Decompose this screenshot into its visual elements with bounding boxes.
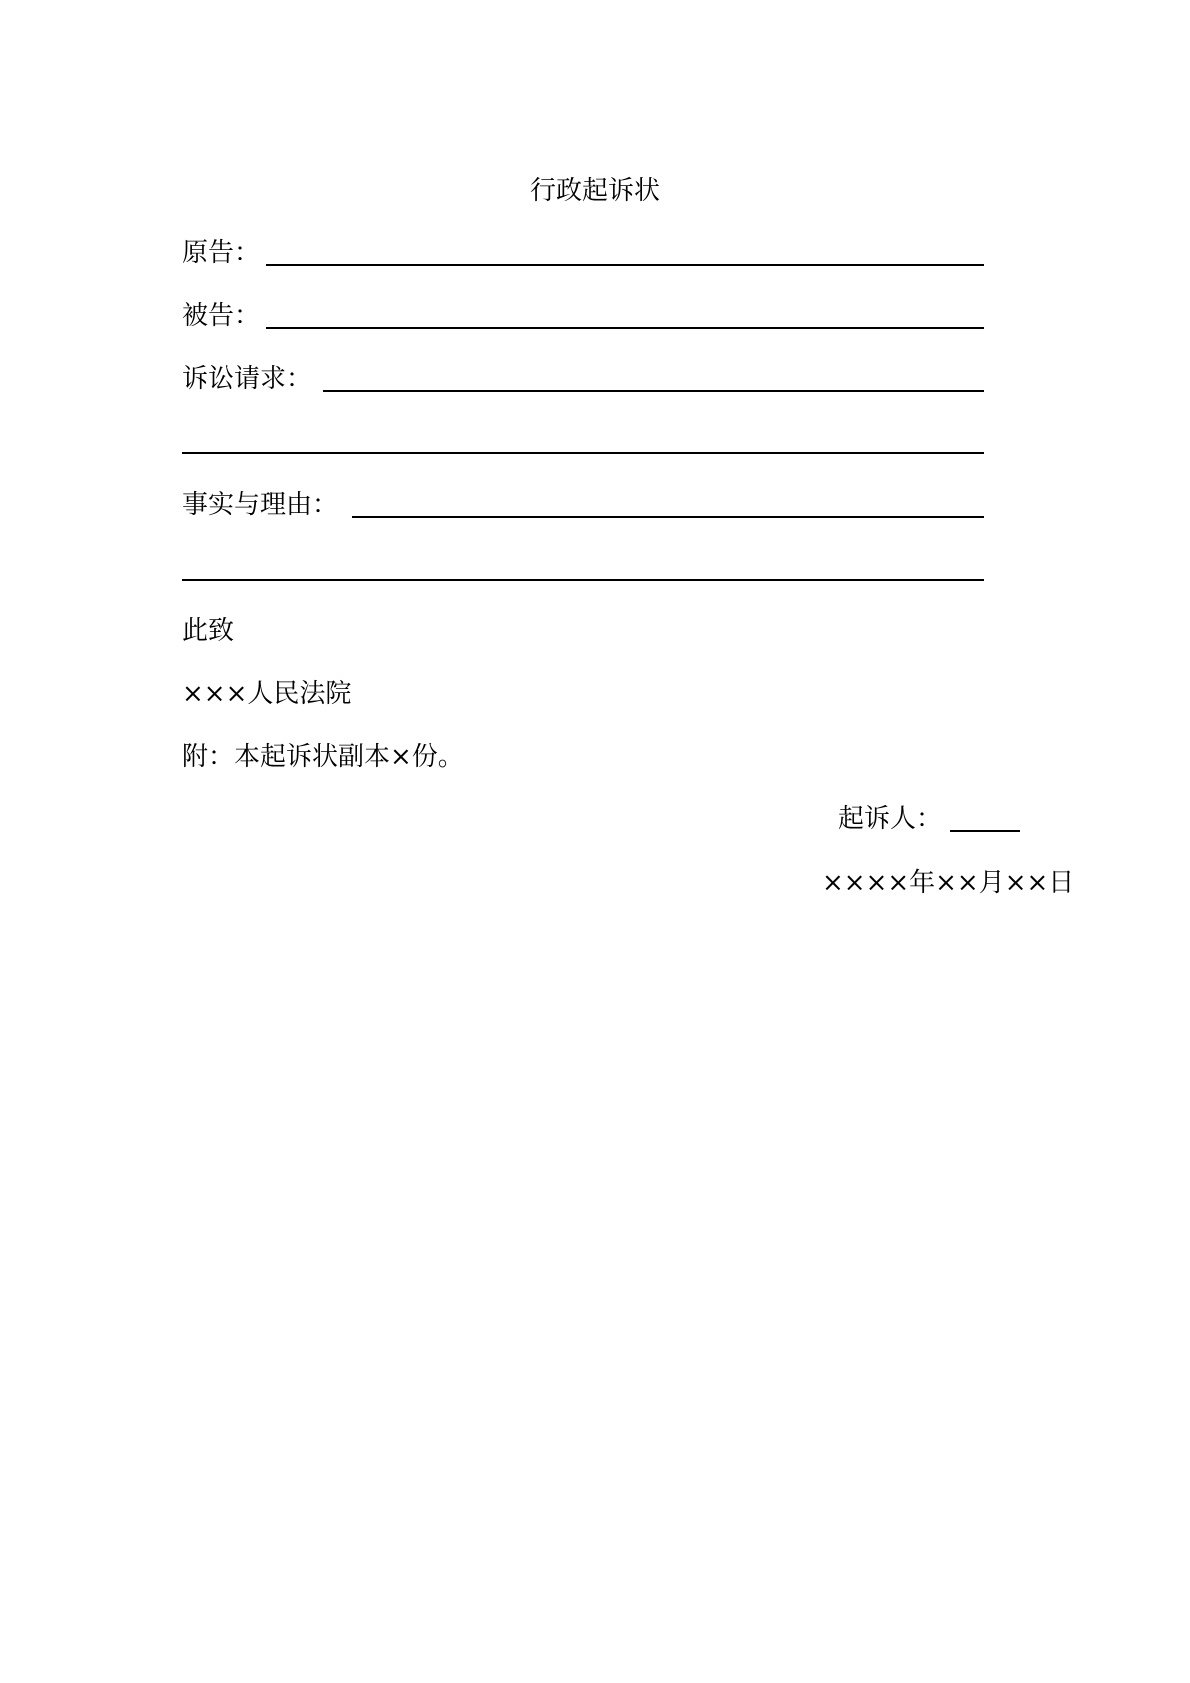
attachment-note: 附：本起诉状副本×份。 (182, 742, 464, 772)
defendant-label: 被告： (182, 301, 261, 331)
claims-blank-line-1[interactable] (323, 390, 984, 392)
plaintiff-label: 原告： (182, 238, 261, 268)
facts-label: 事实与理由： (182, 490, 339, 520)
defendant-blank-line[interactable] (266, 327, 984, 329)
plaintiff-blank-line[interactable] (266, 264, 984, 266)
plaintiff-sign-blank-line[interactable] (950, 830, 1020, 832)
claims-label: 诉讼请求： (182, 364, 313, 394)
plaintiff-sign-label: 起诉人： (838, 804, 943, 834)
facts-blank-line-2[interactable] (182, 579, 984, 581)
court-name: ×××人民法院 (182, 679, 352, 709)
document-title: 行政起诉状 (529, 176, 660, 206)
facts-blank-line-1[interactable] (352, 516, 984, 518)
salutation: 此致 (182, 616, 235, 646)
document-date: ××××年××月××日 (822, 868, 1075, 898)
claims-blank-line-2[interactable] (182, 452, 984, 454)
